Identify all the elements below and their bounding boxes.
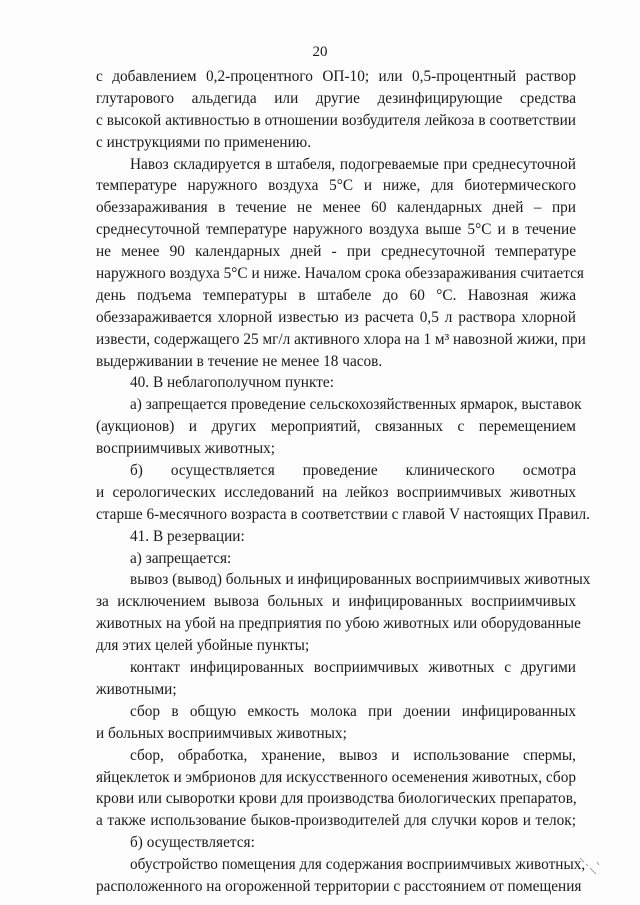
text-line: а) запрещается проведение сельскохозяйственных ярмарок, выставок bbox=[130, 396, 582, 414]
text-line: не менее 90 календарных дней - при среднесуточной температуре bbox=[96, 243, 576, 261]
text-line: и серологических исследований на лейкоз восприимчивых животных bbox=[96, 483, 576, 501]
text-line: расположенного на огороженной территории с расстоянием от помещения bbox=[96, 877, 582, 895]
text-line: с высокой активностью в отношении возбудителя лейкоза в соответствии bbox=[96, 111, 576, 129]
text-line: наружного воздуха 5°С и ниже. Началом срока обеззараживания считается bbox=[96, 265, 584, 283]
text-line: 41. В резервации: bbox=[130, 527, 245, 545]
text-line: а) запрещается: bbox=[130, 549, 232, 567]
text-line: животных на убой на предприятия по убою животных или оборудованные bbox=[96, 615, 581, 633]
text-line: для этих целей убойные пункты; bbox=[96, 637, 310, 655]
text-line: Навоз складируется в штабеля, подогреваемые при среднесуточной bbox=[130, 155, 576, 173]
text-line: день подъема температуры в штабеле до 60 °С. Навозная жижа bbox=[96, 286, 576, 304]
text-line: за исключением вывоза больных и инфицированных восприимчивых bbox=[96, 593, 576, 611]
text-line: б) осуществляется: bbox=[130, 834, 255, 852]
page-number: 20 bbox=[312, 44, 328, 60]
text-line: с добавлением 0,2-процентного ОП-10; или 0,5-процентный раствор bbox=[96, 68, 576, 85]
body-text bbox=[96, 66, 591, 898]
signature-mark bbox=[578, 856, 602, 878]
text-line: 40. В неблагополучном пункте: bbox=[130, 374, 334, 392]
text-line: крови или сыворотки крови для производства биологических препаратов, bbox=[96, 790, 577, 808]
text-line: б) осуществляется проведение клинического осмотра bbox=[130, 462, 576, 480]
text-line: с инструкциями по применению. bbox=[96, 133, 312, 151]
text-line: и больных восприимчивых животных; bbox=[96, 724, 347, 742]
text-line: а также использование быков-производителей для случки коров и телок; bbox=[96, 812, 576, 830]
text-line: среднесуточной температуре наружного воздуха выше 5°С и в течение bbox=[96, 221, 576, 239]
text-line: извести, содержащего 25 мг/л активного хлора на 1 м³ навозной жижи, при bbox=[96, 330, 586, 348]
text-line: животными; bbox=[96, 680, 177, 698]
text-line: обустройство помещения для содержания восприимчивых животных, bbox=[130, 856, 586, 874]
text-line: восприимчивых животных; bbox=[96, 440, 276, 458]
text-line: обеззараживается хлорной известью из расчета 0,5 л раствора хлорной bbox=[96, 308, 576, 326]
text-line: яйцеклеток и эмбрионов для искусственного осеменения животных, сбор bbox=[96, 768, 576, 786]
text-line: обеззараживания в течение не менее 60 календарных дней – при bbox=[96, 199, 576, 217]
text-line: сбор в общую емкость молока при доении инфицированных bbox=[130, 702, 576, 720]
text-line: выдерживании в течение не менее 18 часов. bbox=[96, 352, 383, 370]
text-line: вывоз (вывод) больных и инфицированных восприимчивых животных bbox=[130, 571, 591, 589]
text-line: сбор, обработка, хранение, вывоз и использование спермы, bbox=[130, 746, 576, 764]
text-line: старше 6-месячного возраста в соответствии с главой V настоящих Правил. bbox=[96, 505, 590, 523]
text-line: глутарового альдегида или другие дезинфицирующие средства bbox=[96, 89, 576, 107]
text-line: (аукционов) и других мероприятий, связанных с перемещением bbox=[96, 418, 576, 436]
text-line: температуре наружного воздуха 5°С и ниже, для биотермического bbox=[96, 177, 576, 195]
text-line: контакт инфицированных восприимчивых животных с другими bbox=[130, 659, 576, 677]
